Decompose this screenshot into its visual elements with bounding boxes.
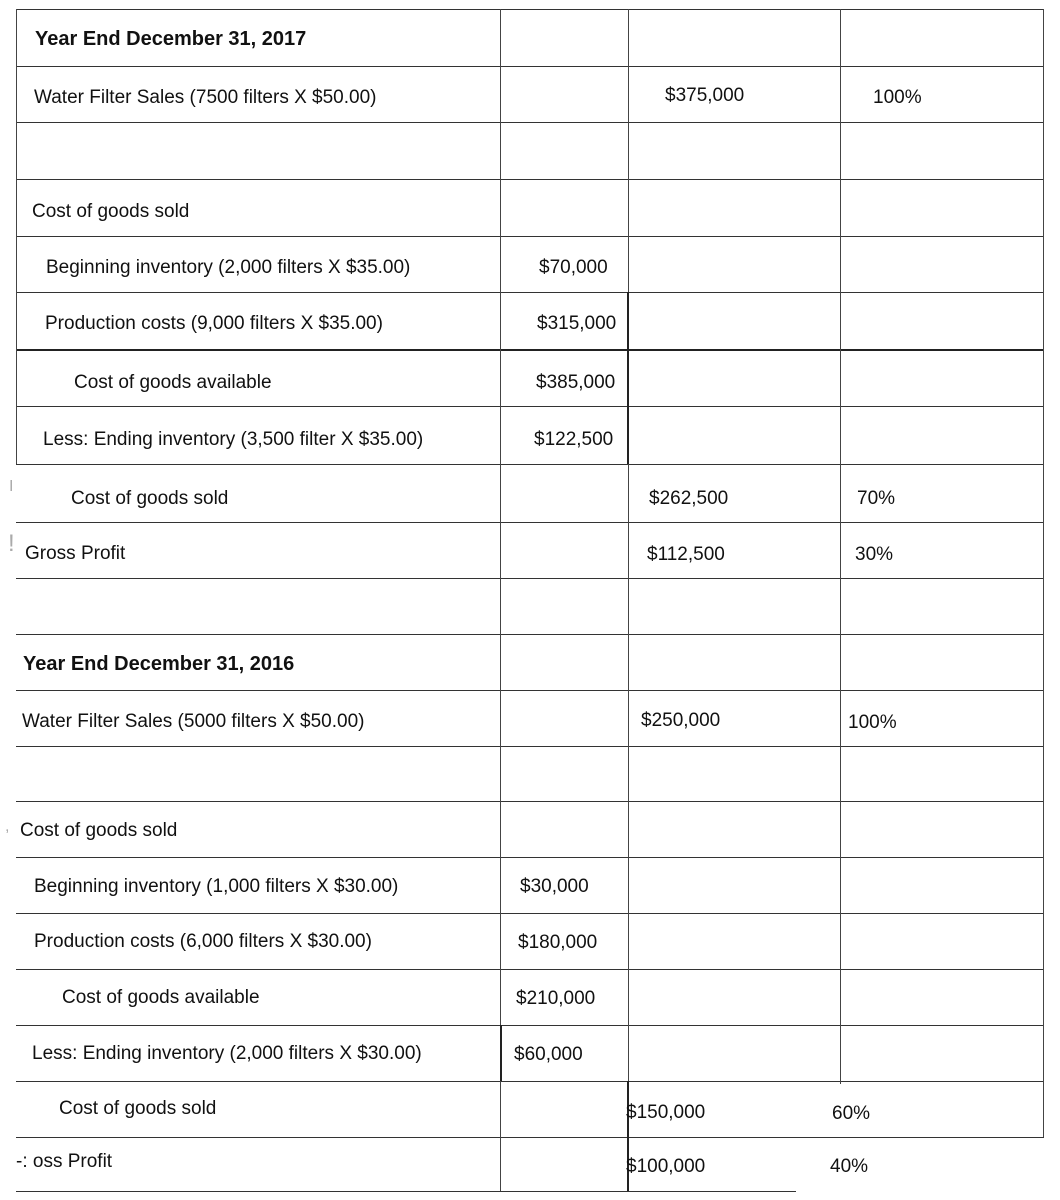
grid-line <box>16 913 1044 914</box>
cogs-header-2017: Cost of goods sold <box>32 201 190 222</box>
grid-line <box>16 9 17 464</box>
grid-line <box>627 292 629 464</box>
sales-amount-2017: $375,000 <box>665 85 745 106</box>
grid-line <box>16 1081 1044 1082</box>
sales-amount-2016: $250,000 <box>641 710 721 731</box>
sales-pct-2016: 100% <box>848 712 897 733</box>
section-title-2017: Year End December 31, 2017 <box>35 28 307 50</box>
ending-inventory-label-2017: Less: Ending inventory (3,500 filter X $35.00) <box>43 429 424 450</box>
beginning-inventory-amount-2017: $70,000 <box>539 257 608 278</box>
goods-available-label-2016: Cost of goods available <box>62 987 260 1008</box>
gross-profit-label-2017: Gross Profit <box>25 543 126 564</box>
grid-line <box>16 292 1044 293</box>
cogs-pct-2017: 70% <box>857 488 896 509</box>
gross-profit-label-2016: -: oss Profit <box>16 1151 113 1172</box>
production-costs-amount-2016: $180,000 <box>518 932 598 953</box>
grid-line <box>16 578 1044 579</box>
grid-line <box>16 634 1044 635</box>
scan-artifact: I <box>9 478 14 495</box>
production-costs-label-2016: Production costs (6,000 filters X $30.00) <box>34 931 372 952</box>
grid-line <box>628 9 629 1084</box>
grid-line <box>16 857 1044 858</box>
grid-line <box>16 969 1044 970</box>
grid-line <box>16 406 1044 407</box>
scan-artifact: , <box>5 818 10 835</box>
grid-line <box>16 1137 1044 1138</box>
grid-line <box>16 179 1044 180</box>
grid-line <box>16 1191 796 1192</box>
grid-line <box>16 746 1044 747</box>
sales-label-2016: Water Filter Sales (5000 filters X $50.00) <box>22 711 365 732</box>
grid-line <box>840 9 841 1084</box>
ending-inventory-label-2016: Less: Ending inventory (2,000 filters X $30.00) <box>32 1043 422 1064</box>
sales-pct-2017: 100% <box>873 87 922 108</box>
gross-profit-pct-2017: 30% <box>855 544 894 565</box>
production-costs-amount-2017: $315,000 <box>537 313 617 334</box>
grid-line <box>16 236 1044 237</box>
beginning-inventory-label-2016: Beginning inventory (1,000 filters X $30.00) <box>34 876 399 897</box>
sales-label-2017: Water Filter Sales (7500 filters X $50.00) <box>34 87 377 108</box>
section-title-2016: Year End December 31, 2016 <box>23 653 295 675</box>
grid-line <box>16 690 1044 691</box>
cogs-label-2017: Cost of goods sold <box>71 488 229 509</box>
ending-inventory-amount-2017: $122,500 <box>534 429 614 450</box>
cogs-amount-2017: $262,500 <box>649 488 729 509</box>
grid-line <box>16 522 1044 523</box>
cogs-pct-2016: 60% <box>832 1103 871 1124</box>
goods-available-amount-2017: $385,000 <box>536 372 616 393</box>
gross-profit-amount-2017: $112,500 <box>647 544 725 565</box>
beginning-inventory-label-2017: Beginning inventory (2,000 filters X $35.00) <box>46 257 411 278</box>
ending-inventory-amount-2016: $60,000 <box>514 1044 583 1065</box>
cogs-header-2016: Cost of goods sold <box>20 820 178 841</box>
cogs-label-2016: Cost of goods sold <box>59 1098 217 1119</box>
grid-line <box>500 9 501 1191</box>
cogs-amount-2016: $150,000 <box>626 1102 706 1123</box>
gross-profit-pct-2016: 40% <box>830 1156 869 1177</box>
grid-line <box>500 1025 502 1081</box>
scan-artifact: ! <box>8 530 15 557</box>
beginning-inventory-amount-2016: $30,000 <box>520 876 589 897</box>
goods-available-amount-2016: $210,000 <box>516 988 596 1009</box>
grid-line <box>16 66 1044 67</box>
grid-line <box>16 801 1044 802</box>
grid-line <box>16 122 1044 123</box>
production-costs-label-2017: Production costs (9,000 filters X $35.00) <box>45 313 383 334</box>
grid-line <box>1043 9 1044 1137</box>
grid-line <box>16 9 1044 10</box>
goods-available-label-2017: Cost of goods available <box>74 372 272 393</box>
gross-profit-amount-2016: $100,000 <box>626 1156 706 1177</box>
grid-line <box>16 349 1044 351</box>
grid-line <box>16 464 1044 465</box>
grid-line <box>16 1025 1044 1026</box>
